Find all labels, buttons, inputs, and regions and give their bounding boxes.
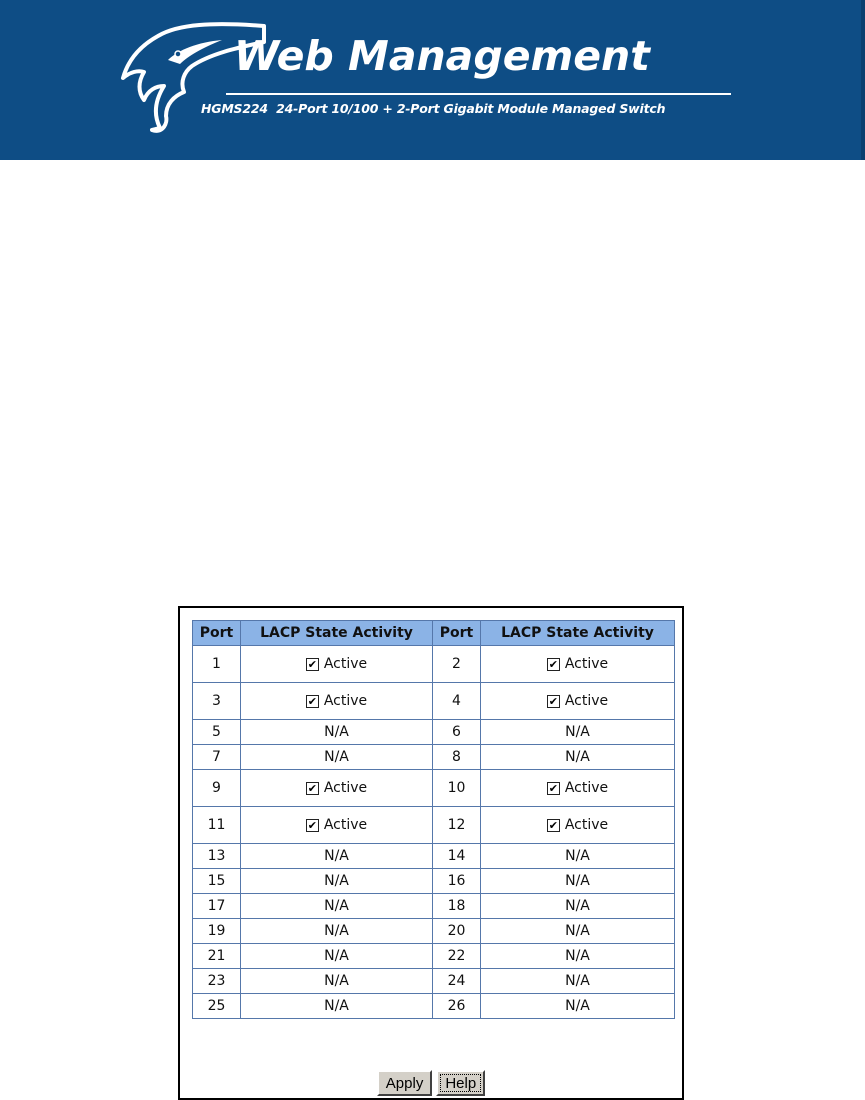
port-number-cell: 22 (433, 944, 481, 969)
table-body (193, 646, 675, 1019)
table-row (193, 919, 675, 944)
state-value-na: N/A (565, 848, 590, 864)
port-number-cell: 23 (193, 969, 241, 994)
lacp-state-cell (241, 770, 433, 807)
table-row (193, 807, 675, 844)
port-number-cell: 9 (193, 770, 241, 807)
state-value-na: N/A (324, 873, 349, 889)
port-number-cell: 17 (193, 894, 241, 919)
port-number-cell: 5 (193, 720, 241, 745)
lacp-state-cell (241, 919, 433, 944)
port-number-cell: 6 (433, 720, 481, 745)
port-number-cell: 1 (193, 646, 241, 683)
active-label: Active (564, 656, 609, 673)
active-checkbox-control[interactable] (547, 656, 608, 672)
state-value-na: N/A (565, 873, 590, 889)
active-checkbox-control[interactable] (306, 693, 367, 709)
table-row (193, 646, 675, 683)
lacp-state-cell (241, 994, 433, 1019)
lacp-panel (178, 606, 684, 1100)
active-checkbox-control[interactable] (547, 780, 608, 796)
port-number-cell: 21 (193, 944, 241, 969)
state-value-na: N/A (324, 973, 349, 989)
active-checkbox-control[interactable] (306, 780, 367, 796)
port-number-cell: 3 (193, 683, 241, 720)
lacp-state-cell (481, 720, 675, 745)
active-checkbox[interactable]: ✔ (548, 818, 558, 832)
state-value-na: N/A (565, 749, 590, 765)
state-value-na: N/A (565, 998, 590, 1014)
active-checkbox-control[interactable] (547, 817, 608, 833)
lacp-state-cell (481, 969, 675, 994)
table-row (193, 745, 675, 770)
port-number-cell: 15 (193, 869, 241, 894)
port-number-cell: 24 (433, 969, 481, 994)
active-label: Active (323, 780, 368, 797)
lacp-state-cell (241, 745, 433, 770)
banner-edge (861, 0, 865, 160)
lacp-state-cell (481, 919, 675, 944)
active-label: Active (323, 693, 368, 710)
lacp-state-cell (241, 894, 433, 919)
column-header-lacp-state: LACP State Activity (241, 621, 433, 646)
state-value-na: N/A (324, 948, 349, 964)
lacp-state-cell (241, 807, 433, 844)
active-checkbox[interactable]: ✔ (307, 694, 317, 708)
lacp-state-cell (481, 894, 675, 919)
column-header-port: Port (433, 621, 481, 646)
state-value-na: N/A (565, 973, 590, 989)
active-label: Active (323, 656, 368, 673)
column-header-port: Port (193, 621, 241, 646)
table-row (193, 944, 675, 969)
active-checkbox-control[interactable] (547, 693, 608, 709)
lacp-state-table (192, 620, 675, 1019)
table-row (193, 994, 675, 1019)
active-checkbox[interactable]: ✔ (548, 657, 558, 671)
port-number-cell: 8 (433, 745, 481, 770)
active-label: Active (323, 817, 368, 834)
lacp-state-cell (241, 969, 433, 994)
active-checkbox-control[interactable] (306, 817, 367, 833)
state-value-na: N/A (565, 923, 590, 939)
lacp-state-cell (481, 844, 675, 869)
active-label: Active (564, 780, 609, 797)
table-row (193, 844, 675, 869)
brand-divider (226, 93, 731, 95)
active-checkbox[interactable]: ✔ (307, 781, 317, 795)
lacp-state-cell (241, 720, 433, 745)
table-row (193, 969, 675, 994)
table-row (193, 683, 675, 720)
state-value-na: N/A (324, 923, 349, 939)
state-value-na: N/A (324, 749, 349, 765)
lacp-state-cell (481, 646, 675, 683)
active-checkbox[interactable]: ✔ (548, 694, 558, 708)
header-banner (0, 0, 865, 160)
port-number-cell: 25 (193, 994, 241, 1019)
lacp-state-cell (241, 944, 433, 969)
active-checkbox[interactable]: ✔ (548, 781, 558, 795)
port-number-cell: 18 (433, 894, 481, 919)
table-row (193, 720, 675, 745)
port-number-cell: 11 (193, 807, 241, 844)
table-row (193, 869, 675, 894)
table-row (193, 894, 675, 919)
active-checkbox-control[interactable] (306, 656, 367, 672)
state-value-na: N/A (565, 724, 590, 740)
lacp-state-cell (481, 944, 675, 969)
lacp-state-cell (481, 807, 675, 844)
apply-button[interactable]: Apply (377, 1070, 433, 1096)
lacp-state-cell (241, 869, 433, 894)
port-number-cell: 10 (433, 770, 481, 807)
port-number-cell: 20 (433, 919, 481, 944)
active-label: Active (564, 693, 609, 710)
product-subtitle: HGMS224 24-Port 10/100 + 2-Port Gigabit Module Managed Switch (201, 101, 666, 116)
active-checkbox[interactable]: ✔ (307, 818, 317, 832)
port-number-cell: 12 (433, 807, 481, 844)
button-row (180, 1070, 682, 1096)
lacp-state-cell (481, 683, 675, 720)
column-header-lacp-state: LACP State Activity (481, 621, 675, 646)
port-number-cell: 26 (433, 994, 481, 1019)
state-value-na: N/A (565, 948, 590, 964)
table-row (193, 770, 675, 807)
lacp-state-cell (481, 869, 675, 894)
port-number-cell: 13 (193, 844, 241, 869)
state-value-na: N/A (565, 898, 590, 914)
state-value-na: N/A (324, 724, 349, 740)
port-number-cell: 4 (433, 683, 481, 720)
lacp-state-cell (481, 770, 675, 807)
lacp-state-cell (241, 844, 433, 869)
table-header-row (193, 621, 675, 646)
port-number-cell: 16 (433, 869, 481, 894)
port-number-cell: 19 (193, 919, 241, 944)
port-number-cell: 2 (433, 646, 481, 683)
help-button[interactable]: Help (436, 1070, 485, 1096)
active-label: Active (564, 817, 609, 834)
lacp-state-cell (481, 745, 675, 770)
lacp-state-cell (241, 683, 433, 720)
lacp-state-cell (241, 646, 433, 683)
brand-title: Web Management (234, 32, 650, 80)
state-value-na: N/A (324, 848, 349, 864)
state-value-na: N/A (324, 998, 349, 1014)
active-checkbox[interactable]: ✔ (307, 657, 317, 671)
state-value-na: N/A (324, 898, 349, 914)
port-number-cell: 7 (193, 745, 241, 770)
port-number-cell: 14 (433, 844, 481, 869)
lacp-state-cell (481, 994, 675, 1019)
